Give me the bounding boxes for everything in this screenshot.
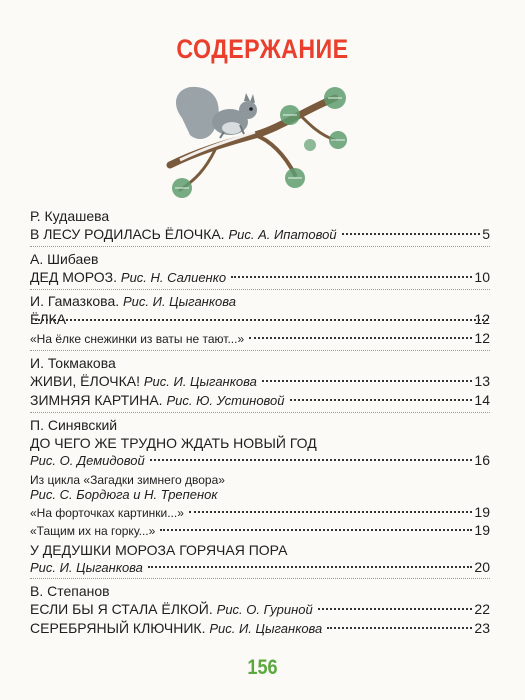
- entry-illustrator: Рис. Н. Салиенко: [120, 270, 227, 285]
- entry-title: ДО ЧЕГО ЖЕ ТРУДНО ЖДАТЬ НОВЫЙ ГОД: [30, 435, 317, 451]
- section-divider: [30, 412, 490, 413]
- entry-page: 5: [482, 226, 490, 242]
- entry-page: 16: [474, 452, 490, 468]
- leader-dots: [231, 276, 472, 278]
- entry-page: 20: [474, 559, 490, 575]
- entry-page: 13: [474, 373, 490, 389]
- section-divider: [30, 578, 490, 579]
- entry-title: ЁЛКА: [30, 311, 67, 327]
- entry-page: 19: [474, 504, 490, 520]
- entry-title: «На ёлке снежинки из ваты не тают...»: [30, 332, 245, 346]
- leader-dots: [318, 608, 473, 610]
- entry-page: 19: [474, 522, 490, 538]
- entry-page: 12: [474, 330, 490, 346]
- leader-dots: [262, 380, 473, 382]
- author-name: [30, 292, 236, 311]
- entry-page: 14: [474, 392, 490, 408]
- toc-entry: [30, 225, 490, 244]
- entry-illustrator: Рис. И. Цыганкова: [143, 374, 257, 389]
- toc-entry: [30, 600, 490, 619]
- entry-page: 10: [474, 269, 490, 285]
- section-divider: [30, 350, 490, 351]
- entry-illustrator: Рис. О. Демидовой: [30, 453, 145, 468]
- toc-entry: [30, 486, 490, 504]
- leader-dots: [35, 319, 488, 321]
- entry-illustrator: Рис. И. Цыганкова: [30, 560, 143, 575]
- author-name: П. Синявский: [30, 417, 118, 433]
- entry-title: ЖИВИ, ЁЛОЧКА!: [30, 373, 140, 389]
- leader-dots: [189, 511, 473, 513]
- toc-entry: [30, 372, 490, 391]
- toc-entry: [30, 329, 490, 348]
- entry-page: 12: [474, 311, 490, 327]
- entry-title: ДЕД МОРОЗ.: [30, 269, 118, 285]
- page-title: СОДЕРЖАНИЕ: [176, 34, 349, 64]
- toc-entry: [30, 541, 490, 559]
- toc-entry-dots-row: [30, 319, 490, 321]
- author-name: Р. Кудашева: [30, 208, 110, 224]
- entry-title: ЕСЛИ БЫ Я СТАЛА ЁЛКОЙ.: [30, 601, 213, 617]
- leader-dots: [160, 529, 472, 531]
- entry-title: «Тащим их на горку...»: [30, 524, 156, 538]
- entry-illustrator: Рис. О. Гуриной: [216, 602, 313, 617]
- section-divider: [30, 289, 490, 290]
- author-name: И. Токмакова: [30, 355, 116, 371]
- page-number: 156: [247, 656, 278, 679]
- toc-entry: [30, 434, 490, 452]
- author-name: В. Степанов: [30, 583, 110, 599]
- entry-title: «На форточках картинки...»: [30, 506, 184, 520]
- toc-entry: [30, 268, 490, 287]
- toc-entry: [30, 391, 490, 410]
- leader-dots: [148, 566, 473, 568]
- author-name: А. Шибаев: [30, 251, 99, 267]
- leader-dots: [327, 627, 472, 629]
- entry-illustrator: Рис. И. Цыганкова: [209, 621, 323, 636]
- toc-entry: [30, 558, 490, 577]
- entry-title: Из цикла «Загадки зимнего двора»: [30, 473, 225, 487]
- toc-entry: [30, 503, 490, 522]
- entry-illustrator: Рис. С. Бордюга и Н. Трепенок: [30, 487, 218, 502]
- leader-dots: [290, 399, 473, 401]
- leader-dots: [249, 337, 472, 339]
- entry-illustrator: Рис. Ю. Устиновой: [166, 393, 285, 408]
- entry-title: ЗИМНЯЯ КАРТИНА.: [30, 392, 163, 408]
- author-name-text: И. Гамазкова.: [30, 293, 120, 309]
- entry-title: СЕРЕБРЯНЫЙ КЛЮЧНИК.: [30, 620, 206, 636]
- section-divider: [30, 246, 490, 247]
- leader-dots: [342, 233, 481, 235]
- toc-entry: [30, 451, 490, 470]
- entry-title: У ДЕДУШКИ МОРОЗА ГОРЯЧАЯ ПОРА: [30, 542, 288, 558]
- entry-illustrator: Рис. И. Цыганкова: [123, 294, 236, 309]
- entry-page: 23: [474, 620, 490, 636]
- toc-entry: [30, 521, 490, 540]
- entry-title: В ЛЕСУ РОДИЛАСЬ ЁЛОЧКА.: [30, 226, 225, 242]
- entry-page: 22: [474, 601, 490, 617]
- leader-dots: [150, 459, 473, 461]
- toc-entry: [30, 619, 490, 638]
- entry-illustrator: Рис. А. Ипатовой: [228, 227, 337, 242]
